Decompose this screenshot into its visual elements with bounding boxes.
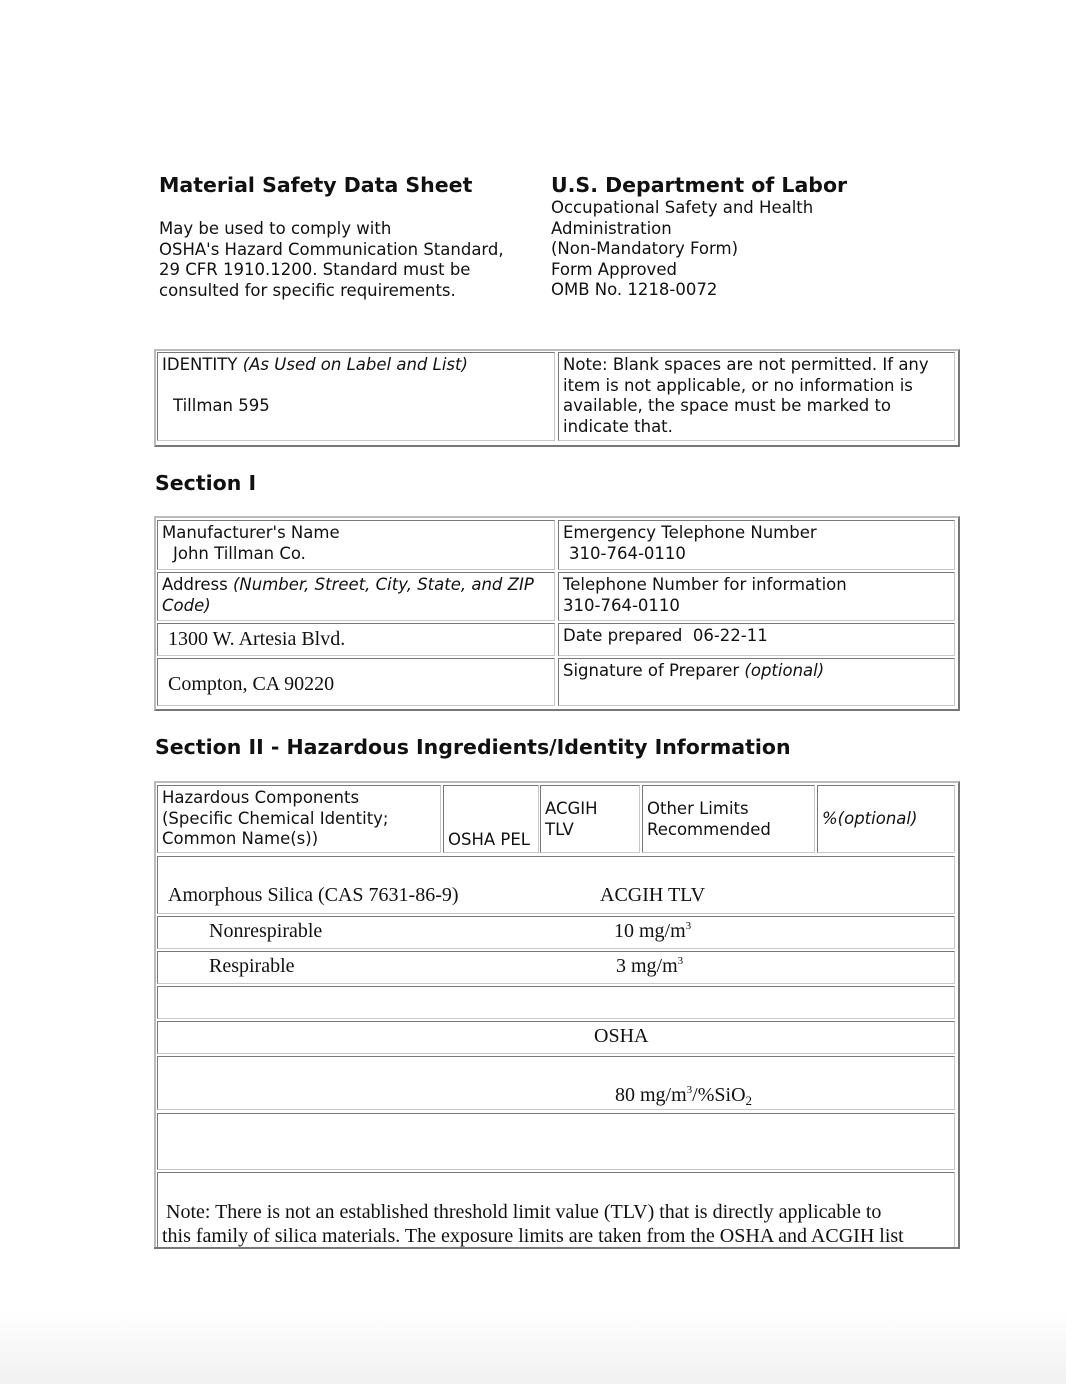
- agency-line: Occupational Safety and Health: [551, 198, 814, 217]
- percent-header: [817, 785, 955, 853]
- agency-line: Administration: [551, 218, 672, 238]
- compliance-line: consulted for specific requirements.: [159, 280, 456, 300]
- emergency-phone-label: Emergency Telephone Number: [563, 523, 817, 542]
- signature-cell: [558, 658, 955, 706]
- manufacturer-value: John Tillman Co.: [173, 543, 306, 563]
- date-prepared: Date prepared 06-22-11: [563, 626, 768, 645]
- manufacturer-label: Manufacturer's Name: [162, 523, 340, 542]
- other-limits-line: Recommended: [647, 819, 771, 839]
- respirable-label: Respirable: [209, 955, 295, 977]
- address-label: Address (Number, Street, City, State, and ZIP Code): [162, 575, 534, 615]
- address-line2: Compton, CA 90220: [168, 673, 335, 695]
- respirable-row: [157, 951, 955, 984]
- agency-line: OMB No. 1218-0072: [551, 280, 718, 299]
- components-header: [157, 785, 441, 853]
- agency-text: [551, 198, 813, 301]
- nonrespirable-row: [157, 916, 955, 949]
- osha-value: 80 $mg/m^3/\%SiO_2$: [615, 1084, 753, 1108]
- nonrespirable-value: 10 $mg/m^3$: [614, 920, 692, 942]
- other-limits-header: [642, 785, 815, 853]
- page-cutoff-line: [154, 1247, 960, 1249]
- manufacturer-cell: [157, 520, 555, 570]
- nonrespirable-label: Nonrespirable: [209, 920, 323, 942]
- identity-value: Tillman 595: [173, 395, 270, 415]
- agency-line: Form Approved: [551, 259, 677, 279]
- respirable-value: 3 $mg/m^3$: [616, 955, 684, 977]
- blank-row: [157, 986, 955, 1019]
- acgih-header-line: TLV: [545, 819, 574, 839]
- components-header-line: (Specific Chemical Identity;: [162, 808, 389, 828]
- address-label-cell: [157, 572, 555, 621]
- agency-line: (Non-Mandatory Form): [551, 239, 739, 258]
- address-line1: 1300 W. Artesia Blvd.: [168, 628, 346, 650]
- identity-note-cell: [558, 352, 955, 441]
- tlv-note-line2: this family of silica materials. The exposure limits are taken from the OSHA and ACGIH list: [162, 1225, 904, 1247]
- compliance-line: OSHA's Hazard Communication Standard,: [159, 239, 504, 259]
- osha-value-row: [157, 1056, 955, 1110]
- compliance-text: [159, 219, 504, 301]
- acgih-header: [540, 785, 640, 853]
- section-ii-title: Section II - Hazardous Ingredients/Identity Information: [155, 735, 791, 759]
- compliance-line: 29 CFR 1910.1200. Standard must be: [159, 260, 471, 279]
- identity-cell: [157, 352, 555, 441]
- info-phone-label: Telephone Number for information: [563, 575, 847, 594]
- page-bottom-shadow: [0, 1310, 1066, 1384]
- blank-row-2: [157, 1113, 955, 1170]
- components-header-line: Common Name(s)): [162, 829, 319, 848]
- emergency-phone-value: 310-764-0110: [569, 543, 686, 563]
- address-line1-cell: [157, 623, 555, 656]
- identity-label: IDENTITY (As Used on Label and List): [162, 355, 468, 374]
- osha-heading: OSHA: [594, 1025, 649, 1047]
- tlv-note-line1: Note: There is not an established threshold limit value (TLV) that is directly applicable to: [166, 1201, 882, 1223]
- department-title: U.S. Department of Labor: [551, 173, 848, 197]
- silica-row: [157, 856, 955, 914]
- form-title: Material Safety Data Sheet: [159, 173, 473, 197]
- silica-name: Amorphous Silica (CAS 7631-86-9): [168, 884, 459, 906]
- section-i-title: Section I: [155, 471, 257, 495]
- address-line2-cell: [157, 658, 555, 706]
- note-row: [157, 1172, 955, 1247]
- osha-row: [157, 1021, 955, 1054]
- other-limits-line: Other Limits: [647, 799, 749, 818]
- info-phone-value: 310-764-0110: [563, 595, 680, 615]
- identity-note: Note: Blank spaces are not permitted. If any item is not applicable, or no information is available, the space must be marked to indicate that.: [563, 355, 929, 436]
- osha-pel-label: OSHA PEL: [448, 830, 530, 849]
- compliance-line: May be used to comply with: [159, 219, 392, 238]
- percent-label: %(optional): [822, 809, 918, 828]
- osha-pel-header: [443, 785, 539, 853]
- info-phone-cell: [558, 572, 955, 621]
- date-prepared-cell: [558, 623, 955, 656]
- components-header-line: Hazardous Components: [162, 788, 360, 807]
- acgih-tlv-heading: ACGIH TLV: [600, 884, 706, 906]
- emergency-phone-cell: [558, 520, 955, 570]
- acgih-header-line: ACGIH: [545, 799, 598, 818]
- signature-label: Signature of Preparer (optional): [563, 661, 825, 680]
